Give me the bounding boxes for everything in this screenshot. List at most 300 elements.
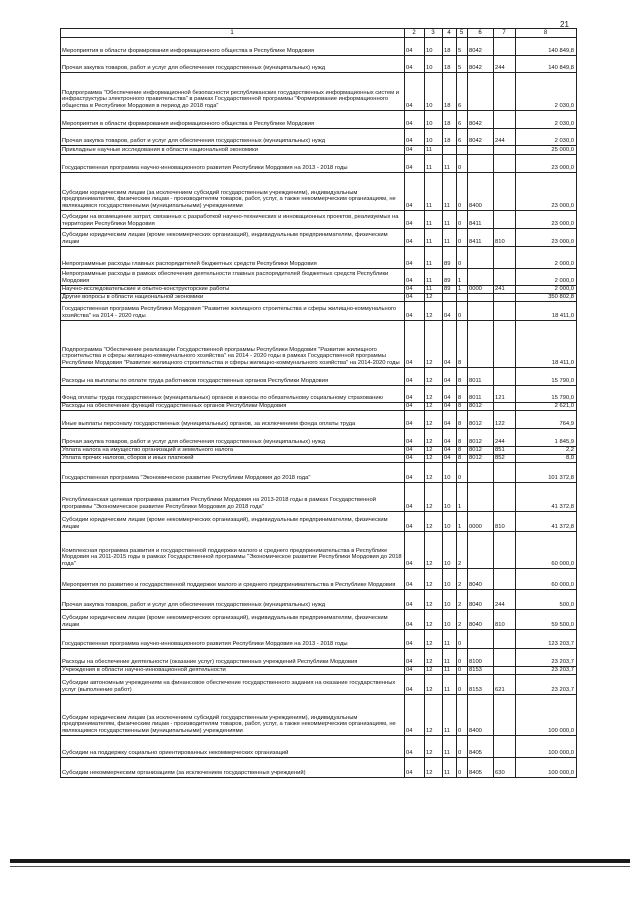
code-program: 11 [443, 735, 457, 757]
code-program: 04 [443, 446, 457, 454]
code-subprogram: 8 [457, 428, 468, 446]
code-subprogram: 0 [457, 172, 468, 210]
code-direction [468, 531, 494, 568]
code-section: 04 [405, 301, 425, 320]
row-amount: 101 372,8 [516, 462, 577, 482]
code-program: 89 [443, 246, 457, 268]
row-amount: 2,2 [516, 446, 577, 454]
code-direction: 8042 [468, 55, 494, 72]
row-name: Прикладные научные исследования в области национальной экономики [61, 145, 405, 154]
row-name: Субсидии юридическим лицам (за исключением субсидий государственным учреждениям), индивидуальным предпринимателям, физическим лицам - производителям товаров, работ, услуг, а также некоммерческим организациям, не являющимся государственными (муниципальными) учреждениями [61, 694, 405, 735]
row-name: Государственная программа Республики Мордовия "Развитие жилищного строительства и сферы жилищно-коммунального хозяйства" на 2014 - 2020 годы [61, 301, 405, 320]
code-program: 04 [443, 402, 457, 410]
row-amount: 60 000,0 [516, 568, 577, 589]
table-row [61, 293, 577, 301]
code-section: 04 [405, 454, 425, 462]
code-subprogram: 1 [457, 511, 468, 531]
code-section: 04 [405, 694, 425, 735]
table-row [61, 462, 577, 482]
page-number: 21 [560, 20, 569, 29]
code-subprogram: 0 [457, 757, 468, 777]
code-section: 04 [405, 320, 425, 367]
code-section: 04 [405, 428, 425, 446]
code-direction [468, 482, 494, 511]
code-section: 04 [405, 172, 425, 210]
code-direction [468, 462, 494, 482]
footer-rule-thin [10, 866, 630, 867]
code-subsection: 11 [425, 268, 443, 285]
row-name: Субсидии юридическим лицам (за исключением субсидий государственным учреждениям), индивидуальным предпринимателям, физическим лицам - производителям товаров, работ, услуг, а также некоммерческим организациям, не являющимся государственными (муниципальными) учреждениями [61, 172, 405, 210]
row-name: Непрограммные расходы в рамках обеспечения деятельности главных распорядителей бюджетных средств Республики Мордовия [61, 268, 405, 285]
code-expense-type [494, 531, 516, 568]
code-expense-type [494, 402, 516, 410]
code-subsection: 12 [425, 410, 443, 428]
footer-rule [10, 859, 630, 863]
code-subsection: 11 [425, 154, 443, 172]
code-direction: 8040 [468, 589, 494, 609]
row-amount: 23 203,7 [516, 674, 577, 694]
code-subsection: 12 [425, 454, 443, 462]
code-direction: 0000 [468, 511, 494, 531]
table-row [61, 154, 577, 172]
code-program: 10 [443, 609, 457, 629]
row-name: Прочая закупка товаров, работ и услуг для обеспечения государственных (муниципальных) нужд [61, 128, 405, 145]
code-section: 04 [405, 154, 425, 172]
code-subprogram: 1 [457, 482, 468, 511]
header-cell: 2 [405, 29, 425, 38]
code-subsection: 12 [425, 320, 443, 367]
header-cell: 4 [443, 29, 457, 38]
code-section: 04 [405, 735, 425, 757]
table-row [61, 145, 577, 154]
code-section: 04 [405, 293, 425, 301]
row-name: Мероприятия в области формирования информационного общества в Республике Мордовия [61, 37, 405, 55]
row-amount: 41 372,8 [516, 511, 577, 531]
budget-table [60, 28, 577, 778]
code-subsection: 12 [425, 301, 443, 320]
code-subsection: 12 [425, 402, 443, 410]
code-subprogram: 0 [457, 228, 468, 246]
code-expense-type [494, 301, 516, 320]
code-direction: 0000 [468, 285, 494, 293]
code-program: 10 [443, 568, 457, 589]
code-expense-type: 810 [494, 511, 516, 531]
code-expense-type [494, 268, 516, 285]
row-amount: 2 621,0 [516, 402, 577, 410]
code-subsection: 11 [425, 210, 443, 228]
header-cell: 6 [468, 29, 494, 38]
row-amount: 100 000,0 [516, 735, 577, 757]
code-subprogram: 1 [457, 268, 468, 285]
code-direction: 8042 [468, 128, 494, 145]
code-section: 04 [405, 210, 425, 228]
code-section: 04 [405, 410, 425, 428]
row-amount: 500,0 [516, 589, 577, 609]
code-program: 10 [443, 589, 457, 609]
code-section: 04 [405, 757, 425, 777]
code-subsection: 10 [425, 37, 443, 55]
row-name: Субсидии на возмещение затрат, связанных с разработкой научно-технических и инновационных проектов, реализуемых на территории Республики Мордовия [61, 210, 405, 228]
code-expense-type: 851 [494, 446, 516, 454]
code-expense-type [494, 320, 516, 367]
row-amount: 59 500,0 [516, 609, 577, 629]
row-name: Другие вопросы в области национальной экономики [61, 293, 405, 301]
code-subprogram: 5 [457, 55, 468, 72]
table-row [61, 268, 577, 285]
code-section: 04 [405, 531, 425, 568]
code-section: 04 [405, 446, 425, 454]
code-section: 04 [405, 228, 425, 246]
code-expense-type: 810 [494, 609, 516, 629]
code-section: 04 [405, 609, 425, 629]
code-subprogram: 0 [457, 674, 468, 694]
header-cell: 3 [425, 29, 443, 38]
code-direction: 8042 [468, 37, 494, 55]
code-program: 04 [443, 454, 457, 462]
code-section: 04 [405, 128, 425, 145]
code-expense-type: 621 [494, 674, 516, 694]
table-row [61, 320, 577, 367]
table-row [61, 694, 577, 735]
row-name: Субсидии на поддержку социально ориентированных некоммерческих организаций [61, 735, 405, 757]
row-amount: 23 203,7 [516, 648, 577, 666]
code-subsection: 12 [425, 531, 443, 568]
code-direction [468, 320, 494, 367]
code-subprogram: 0 [457, 666, 468, 674]
code-direction [468, 629, 494, 648]
row-name: Республиканская целевая программа развития Республики Мордовия на 2013-2018 годы в рамках Государственной программы "Экономическое развитие Республики Мордовия до 2018 года" [61, 482, 405, 511]
code-expense-type [494, 629, 516, 648]
row-name: Комплексная программа развития и государственной поддержки малого и среднего предпринимательства в Республике Мордовия на 2011-2015 годы в рамках Государственной программы "Экономическое развитие Республики Мордовия до 2018 года" [61, 531, 405, 568]
code-program: 10 [443, 482, 457, 511]
code-program: 11 [443, 629, 457, 648]
code-program: 04 [443, 385, 457, 402]
code-section: 04 [405, 110, 425, 128]
code-section: 04 [405, 246, 425, 268]
row-amount: 15 790,0 [516, 367, 577, 385]
table-row [61, 446, 577, 454]
code-subsection: 12 [425, 446, 443, 454]
code-section: 04 [405, 462, 425, 482]
code-expense-type: 244 [494, 128, 516, 145]
row-amount: 23 000,0 [516, 228, 577, 246]
row-amount: 2 000,0 [516, 285, 577, 293]
table-row [61, 674, 577, 694]
code-section: 04 [405, 37, 425, 55]
code-direction: 8042 [468, 110, 494, 128]
code-program: 11 [443, 172, 457, 210]
code-direction: 8411 [468, 228, 494, 246]
row-name: Прочая закупка товаров, работ и услуг для обеспечения государственных (муниципальных) нужд [61, 428, 405, 446]
code-subprogram [457, 145, 468, 154]
code-subprogram: 2 [457, 609, 468, 629]
table-row [61, 228, 577, 246]
code-section: 04 [405, 55, 425, 72]
code-expense-type [494, 666, 516, 674]
code-subprogram: 2 [457, 531, 468, 568]
code-direction [468, 268, 494, 285]
code-program [443, 145, 457, 154]
code-subprogram: 8 [457, 402, 468, 410]
row-amount: 18 411,0 [516, 301, 577, 320]
code-subsection: 10 [425, 72, 443, 110]
code-direction: 8405 [468, 735, 494, 757]
code-expense-type [494, 210, 516, 228]
code-program: 18 [443, 128, 457, 145]
code-subprogram [457, 293, 468, 301]
code-subsection: 12 [425, 674, 443, 694]
row-name: Иные выплаты персоналу государственных (муниципальных) органов, за исключением фонда оплаты труда [61, 410, 405, 428]
code-expense-type [494, 462, 516, 482]
table-row [61, 666, 577, 674]
code-direction [468, 301, 494, 320]
code-subsection: 11 [425, 145, 443, 154]
code-expense-type: 810 [494, 228, 516, 246]
table-row [61, 37, 577, 55]
code-subprogram: 6 [457, 72, 468, 110]
code-expense-type: 122 [494, 410, 516, 428]
row-amount: 764,9 [516, 410, 577, 428]
code-section: 04 [405, 511, 425, 531]
code-direction: 8153 [468, 674, 494, 694]
row-name: Субсидии юридическим лицам (кроме некоммерческих организаций), индивидуальным предпринимателям, физическим лицам [61, 609, 405, 629]
code-section: 04 [405, 285, 425, 293]
code-program: 10 [443, 511, 457, 531]
code-program: 18 [443, 37, 457, 55]
code-subprogram: 0 [457, 462, 468, 482]
row-name: Субсидии юридическим лицам (кроме некоммерческих организаций), индивидуальным предпринимателям, физическим лицам [61, 228, 405, 246]
row-name: Подпрограмма "Обеспечение реализации Государственной программы Республики Мордовия "Развитие жилищного строительства и сферы жилищно-коммунального хозяйства" на 2014 - 2020 годы в рамках Государственной программы Республики Мордовия "Развитие жилищного строительства и сферы жилищно-коммунального хозяйства" на 2014-2020 годы [61, 320, 405, 367]
code-subsection: 10 [425, 55, 443, 72]
table-row [61, 402, 577, 410]
code-expense-type [494, 648, 516, 666]
table-row [61, 482, 577, 511]
row-name: Учреждения в области научно-инновационной деятельности [61, 666, 405, 674]
code-expense-type: 630 [494, 757, 516, 777]
row-name: Прочая закупка товаров, работ и услуг для обеспечения государственных (муниципальных) нужд [61, 589, 405, 609]
table-row [61, 531, 577, 568]
table-row [61, 385, 577, 402]
header-cell: 7 [494, 29, 516, 38]
code-expense-type: 244 [494, 589, 516, 609]
code-direction [468, 246, 494, 268]
row-name: Государственная программа научно-инновационного развития Республики Мордовия на 2013 - 2018 годы [61, 154, 405, 172]
code-expense-type [494, 694, 516, 735]
code-program: 10 [443, 531, 457, 568]
code-expense-type [494, 735, 516, 757]
row-amount: 25 000,0 [516, 145, 577, 154]
code-subprogram: 0 [457, 301, 468, 320]
code-program: 11 [443, 674, 457, 694]
table-row [61, 285, 577, 293]
code-subprogram: 0 [457, 210, 468, 228]
row-name: Расходы на обеспечение функций государственных органов Республики Мордовия [61, 402, 405, 410]
code-subprogram: 0 [457, 246, 468, 268]
code-expense-type [494, 154, 516, 172]
code-subsection: 10 [425, 128, 443, 145]
code-subsection: 12 [425, 482, 443, 511]
table-row [61, 301, 577, 320]
code-subsection: 12 [425, 428, 443, 446]
code-program: 04 [443, 367, 457, 385]
code-program: 18 [443, 110, 457, 128]
code-expense-type [494, 568, 516, 589]
code-subsection: 12 [425, 629, 443, 648]
code-subsection: 11 [425, 246, 443, 268]
code-expense-type: 244 [494, 428, 516, 446]
row-name: Субсидии некоммерческим организациям (за исключением государственных учреждений) [61, 757, 405, 777]
code-subprogram: 0 [457, 629, 468, 648]
code-subprogram: 0 [457, 648, 468, 666]
table-row [61, 568, 577, 589]
code-program: 89 [443, 268, 457, 285]
code-subsection: 12 [425, 367, 443, 385]
code-direction: 8405 [468, 757, 494, 777]
table-row [61, 511, 577, 531]
table-row [61, 367, 577, 385]
code-expense-type [494, 72, 516, 110]
code-direction [468, 72, 494, 110]
table-row [61, 428, 577, 446]
code-direction [468, 293, 494, 301]
code-direction: 8012 [468, 410, 494, 428]
row-name: Мероприятия по развитию и государственной поддержке малого и среднего предпринимательства в Республике Мордовия [61, 568, 405, 589]
code-expense-type: 121 [494, 385, 516, 402]
code-program: 11 [443, 694, 457, 735]
code-subprogram: 0 [457, 735, 468, 757]
table-row [61, 246, 577, 268]
table-row [61, 172, 577, 210]
header-cell: 5 [457, 29, 468, 38]
code-program: 04 [443, 320, 457, 367]
code-direction: 8012 [468, 446, 494, 454]
row-amount: 15 790,0 [516, 385, 577, 402]
row-amount: 60 000,0 [516, 531, 577, 568]
code-section: 04 [405, 568, 425, 589]
code-subsection: 12 [425, 385, 443, 402]
code-program: 18 [443, 55, 457, 72]
code-section: 04 [405, 402, 425, 410]
code-direction [468, 145, 494, 154]
code-direction: 8011 [468, 385, 494, 402]
code-subsection: 11 [425, 228, 443, 246]
code-expense-type: 244 [494, 55, 516, 72]
row-amount: 41 372,8 [516, 482, 577, 511]
code-subprogram: 5 [457, 37, 468, 55]
table-row [61, 454, 577, 462]
code-expense-type: 852 [494, 454, 516, 462]
code-subsection: 11 [425, 172, 443, 210]
row-amount: 350 802,8 [516, 293, 577, 301]
code-subsection: 12 [425, 648, 443, 666]
row-amount: 100 000,0 [516, 694, 577, 735]
code-expense-type [494, 367, 516, 385]
table-row [61, 629, 577, 648]
code-subprogram: 0 [457, 694, 468, 735]
row-amount: 2 000,0 [516, 268, 577, 285]
code-expense-type [494, 482, 516, 511]
code-subprogram: 8 [457, 446, 468, 454]
code-direction: 8400 [468, 172, 494, 210]
row-amount: 23 000,0 [516, 210, 577, 228]
code-subprogram: 1 [457, 285, 468, 293]
code-section: 04 [405, 385, 425, 402]
code-program: 04 [443, 301, 457, 320]
code-direction: 8100 [468, 648, 494, 666]
row-name: Научно-исследовательские и опытно-конструкторские работы [61, 285, 405, 293]
code-subsection: 12 [425, 666, 443, 674]
code-program: 04 [443, 410, 457, 428]
row-amount: 23 203,7 [516, 666, 577, 674]
code-direction: 8411 [468, 210, 494, 228]
code-section: 04 [405, 648, 425, 666]
code-section: 04 [405, 666, 425, 674]
row-name: Субсидии автономным учреждениям на финансовое обеспечение государственного задания на оказание государственных услуг (выполнение работ) [61, 674, 405, 694]
row-amount: 2 000,0 [516, 246, 577, 268]
row-amount: 23 000,0 [516, 154, 577, 172]
code-program: 18 [443, 72, 457, 110]
row-amount: 2 030,0 [516, 110, 577, 128]
code-subsection: 12 [425, 735, 443, 757]
code-subsection: 12 [425, 589, 443, 609]
code-section: 04 [405, 674, 425, 694]
row-name: Уплата прочих налогов, сборов и иных платежей [61, 454, 405, 462]
code-subsection: 11 [425, 285, 443, 293]
code-subprogram: 6 [457, 110, 468, 128]
code-program: 04 [443, 428, 457, 446]
code-expense-type [494, 246, 516, 268]
code-program: 11 [443, 228, 457, 246]
table-row [61, 648, 577, 666]
code-direction: 8400 [468, 694, 494, 735]
table-row [61, 735, 577, 757]
table-row [61, 210, 577, 228]
code-subsection: 12 [425, 757, 443, 777]
code-direction: 8040 [468, 609, 494, 629]
row-amount: 18 411,0 [516, 320, 577, 367]
code-direction [468, 154, 494, 172]
code-expense-type [494, 37, 516, 55]
table-row [61, 110, 577, 128]
code-section: 04 [405, 72, 425, 110]
code-direction: 8012 [468, 402, 494, 410]
code-subsection: 12 [425, 568, 443, 589]
code-section: 04 [405, 145, 425, 154]
row-name: Уплата налога на имущество организаций и земельного налога [61, 446, 405, 454]
row-amount: 100 000,0 [516, 757, 577, 777]
header-cell: 1 [61, 29, 405, 38]
table-row [61, 589, 577, 609]
row-name: Государственная программа научно-инновационного развития Республики Мордовия на 2013 - 2018 годы [61, 629, 405, 648]
row-name: Государственная программа "Экономическое развитие Республики Мордовия до 2018 года" [61, 462, 405, 482]
code-program: 11 [443, 757, 457, 777]
code-program: 11 [443, 648, 457, 666]
row-amount: 123 203,7 [516, 629, 577, 648]
code-program [443, 293, 457, 301]
table-header-row [61, 29, 577, 38]
code-subprogram: 8 [457, 367, 468, 385]
code-subsection: 10 [425, 110, 443, 128]
table-row [61, 55, 577, 72]
code-subprogram: 8 [457, 320, 468, 367]
code-direction: 8012 [468, 454, 494, 462]
header-cell: 8 [516, 29, 577, 38]
code-subprogram: 0 [457, 154, 468, 172]
row-amount: 1 845,9 [516, 428, 577, 446]
code-subprogram: 2 [457, 568, 468, 589]
table-row [61, 609, 577, 629]
row-name: Непрограммные расходы главных распорядителей бюджетных средств Республики Мордовия [61, 246, 405, 268]
